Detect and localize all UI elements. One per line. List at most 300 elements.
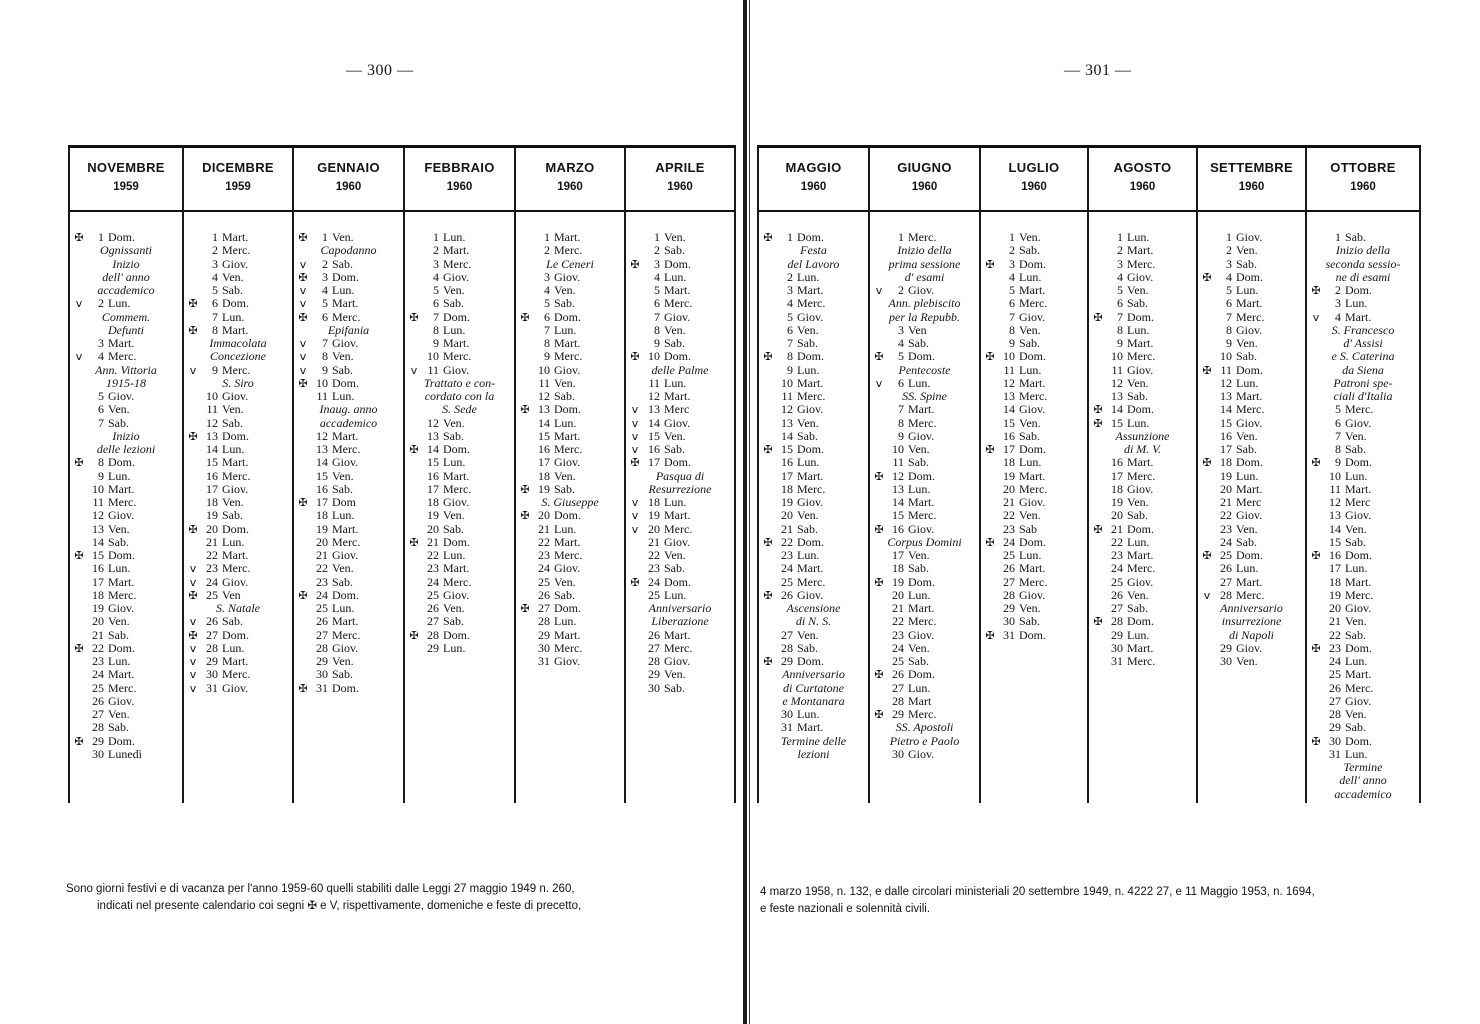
day-number: 11: [1003, 362, 1015, 377]
day-number: 9: [787, 362, 793, 377]
marker-slot: [1198, 244, 1216, 257]
month-column-gennaio: [292, 148, 403, 803]
day-number: 30: [206, 667, 218, 682]
day-note: Pentecoste: [898, 362, 951, 377]
day-weekday: Giov.: [222, 389, 249, 403]
day-weekday: Lun.: [664, 375, 687, 390]
day-note: di N. S.: [795, 614, 832, 629]
day-weekday: Giov.: [1019, 309, 1046, 324]
day-row: [981, 589, 1087, 602]
month-name: LUGLIO: [1008, 160, 1060, 175]
day-weekday: Ven: [222, 587, 241, 602]
feast-cross-icon: ✠: [188, 297, 198, 311]
day-weekday: Dom.: [797, 654, 824, 668]
day-number: 23: [206, 561, 218, 576]
month-year: 1960: [1350, 181, 1376, 193]
day-weekday: Mart.: [108, 667, 135, 682]
day-weekday: Ven.: [664, 667, 686, 682]
marker-slot: [870, 695, 888, 708]
day-row: [184, 523, 292, 536]
marker-slot: [184, 311, 202, 324]
marker-slot: [981, 297, 999, 310]
month-column-febbraio: [403, 148, 514, 803]
day-number: 13: [648, 402, 660, 417]
day-number: 19: [648, 508, 660, 523]
left-page-number: — 300 —: [346, 62, 414, 79]
day-number: 22: [648, 548, 660, 562]
day-weekday: Ven.: [1019, 322, 1041, 337]
day-row: [1198, 655, 1305, 668]
month-year: 1960: [557, 181, 583, 193]
day-weekday: Mart.: [797, 561, 824, 576]
marker-slot: [516, 430, 534, 443]
day-row: [516, 244, 624, 257]
day-number: 9: [322, 362, 328, 377]
marker-slot: [759, 642, 777, 655]
day-weekday: Mart: [908, 693, 932, 708]
marker-slot: [294, 576, 312, 589]
marker-slot: [405, 549, 423, 562]
day-weekday: Sab.: [1127, 601, 1148, 615]
marker-slot: [759, 576, 777, 589]
day-weekday: Ven.: [222, 495, 244, 509]
day-weekday: Lun.: [1236, 375, 1259, 390]
marker-slot: [1198, 536, 1216, 549]
day-row: [405, 483, 514, 496]
day-row: [184, 284, 292, 297]
marker-slot: [870, 443, 888, 456]
marker-slot: [1198, 258, 1216, 271]
month-days: [1089, 212, 1196, 668]
marker-slot: [981, 324, 999, 337]
day-number: 7: [98, 415, 104, 430]
day-number: 15: [1329, 534, 1341, 549]
day-weekday: Sab.: [797, 428, 818, 443]
day-weekday: Lun.: [1345, 468, 1368, 483]
day-number: 24: [648, 574, 660, 589]
day-number: 4: [212, 269, 218, 284]
marker-slot: [1307, 496, 1325, 509]
day-row: [759, 549, 868, 562]
feast-cross-icon: ✠: [763, 443, 773, 456]
day-number: 3: [1117, 256, 1123, 271]
day-row: [184, 589, 292, 602]
marker-slot: [1089, 284, 1107, 297]
day-weekday: Ven.: [1019, 415, 1041, 430]
marker-slot: [70, 417, 88, 430]
marker-slot: [759, 496, 777, 509]
day-number: 14: [427, 442, 439, 456]
day-row: [516, 350, 624, 363]
day-weekday: Mart.: [222, 654, 249, 668]
day-row: [405, 496, 514, 509]
day-row: [870, 483, 979, 496]
feast-cross-icon: ✠: [874, 575, 884, 589]
day-weekday: Dom.: [1236, 548, 1263, 562]
day-weekday: Merc.: [1127, 654, 1156, 668]
day-number: 30: [1220, 654, 1232, 668]
day-weekday: Dom.: [332, 587, 359, 602]
day-weekday: Mart.: [664, 508, 691, 523]
marker-slot: [184, 231, 202, 244]
day-row: [70, 403, 182, 416]
day-weekday: Dom.: [108, 640, 135, 655]
day-weekday: Mart.: [1345, 481, 1372, 496]
day-row: [1307, 443, 1419, 456]
day-number: 22: [538, 534, 550, 549]
day-number: 14: [781, 428, 793, 443]
day-weekday: Ven.: [1236, 521, 1258, 536]
day-number: 31: [1111, 654, 1123, 668]
day-weekday: Sab.: [908, 561, 929, 576]
day-number: 23: [316, 574, 328, 589]
marker-slot: [184, 271, 202, 284]
day-row: [294, 337, 403, 350]
marker-slot: [516, 470, 534, 483]
day-weekday: Ven.: [908, 442, 930, 456]
day-number: 22: [206, 548, 218, 562]
marker-slot: [1307, 708, 1325, 721]
day-weekday: Dom.: [1019, 534, 1046, 549]
month-name: OTTOBRE: [1330, 160, 1396, 175]
day-number: 17: [427, 481, 439, 496]
day-weekday: Merc.: [797, 296, 826, 311]
day-number: 7: [787, 336, 793, 350]
marker-slot: [981, 271, 999, 284]
day-row: [626, 562, 734, 575]
day-number: 24: [538, 561, 550, 576]
feast-cross-icon: ✠: [520, 482, 530, 496]
marker-slot: [1198, 576, 1216, 589]
day-weekday: Giov.: [332, 548, 359, 562]
day-number: 19: [1111, 495, 1123, 509]
marker-slot: [184, 417, 202, 430]
day-row: [184, 390, 292, 403]
feast-cross-icon: ✠: [188, 429, 198, 443]
day-number: 18: [1003, 455, 1015, 470]
day-weekday: Dom.: [443, 534, 470, 549]
day-row: [759, 403, 868, 416]
day-weekday: Mart.: [1127, 640, 1154, 655]
feast-cross-icon: ✠: [763, 350, 773, 364]
day-row: [70, 615, 182, 628]
feast-cross-icon: ✠: [74, 734, 84, 748]
day-row: [1307, 668, 1419, 681]
month-header: [184, 148, 292, 212]
day-number: 16: [206, 468, 218, 483]
marker-slot: [516, 655, 534, 668]
day-number: 26: [1329, 680, 1341, 695]
day-row: [184, 258, 292, 271]
day-number: 10: [1329, 468, 1341, 483]
day-row: [516, 642, 624, 655]
day-weekday: Mart.: [554, 336, 581, 350]
marker-slot: [1307, 523, 1325, 536]
day-row: [626, 668, 734, 681]
day-weekday: Mart.: [332, 428, 359, 443]
marker-slot: [1307, 470, 1325, 483]
day-weekday: Lun.: [1345, 296, 1368, 311]
day-number: 31: [1003, 627, 1015, 642]
day-note: Trattato e con-: [423, 375, 496, 390]
marker-slot: [1307, 576, 1325, 589]
day-row: [405, 430, 514, 443]
day-row: [1307, 311, 1419, 324]
marker-slot: [759, 271, 777, 284]
feast-cross-icon: ✠: [874, 668, 884, 682]
day-number: 28: [1111, 614, 1123, 629]
month-column-agosto: [1087, 148, 1196, 803]
day-number: 9: [1009, 336, 1015, 350]
day-number: 20: [648, 521, 660, 536]
day-weekday: Sab.: [797, 640, 818, 655]
day-row: [870, 642, 979, 655]
day-note: ne di esami: [1335, 269, 1391, 284]
day-row: [1307, 297, 1419, 310]
day-number: 9: [898, 428, 904, 443]
day-weekday: Dom.: [332, 680, 359, 695]
day-weekday: Sab.: [1345, 534, 1366, 549]
day-number: 30: [781, 707, 793, 721]
day-number: 22: [1003, 508, 1015, 523]
month-days: [1307, 212, 1419, 801]
day-weekday: Dom.: [554, 601, 581, 615]
marker-slot: [626, 271, 644, 284]
month-year: 1960: [446, 181, 473, 193]
marker-slot: [1307, 721, 1325, 734]
day-row: [70, 390, 182, 403]
feast-cross-icon: ✠: [985, 350, 995, 364]
marker-slot: [516, 350, 534, 363]
month-year: 1959: [225, 181, 251, 193]
day-row: [1198, 509, 1305, 522]
day-weekday: Sab.: [1019, 614, 1040, 629]
day-note: S. Sede: [442, 402, 477, 417]
feast-cross-icon: ✠: [1311, 641, 1321, 655]
marker-slot: [626, 311, 644, 324]
day-weekday: Sab.: [1345, 442, 1366, 456]
day-number: 10: [427, 349, 439, 364]
day-weekday: Dom.: [664, 349, 691, 364]
marker-slot: [1198, 509, 1216, 522]
marker-slot: [1198, 350, 1216, 363]
day-row: [516, 324, 624, 337]
vacation-marker: v: [75, 297, 83, 311]
day-row: [405, 364, 514, 377]
day-note: Ognissanti: [99, 243, 152, 258]
marker-slot: [70, 562, 88, 575]
day-number: 21: [781, 521, 793, 536]
feast-cross-icon: ✠: [74, 456, 84, 470]
day-row: [1307, 430, 1419, 443]
day-number: 10: [538, 362, 550, 377]
day-row: [1307, 284, 1419, 297]
day-weekday: Sab.: [664, 561, 685, 576]
day-row: [1089, 576, 1196, 589]
day-row: [1198, 364, 1305, 377]
day-note: S. Giuseppe: [541, 495, 599, 509]
day-note: Le Ceneri: [546, 256, 594, 271]
day-row: [1089, 324, 1196, 337]
day-weekday: Dom.: [332, 375, 359, 390]
day-row: [870, 655, 979, 668]
day-row: [70, 456, 182, 469]
marker-slot: [184, 509, 202, 522]
day-row: [1089, 456, 1196, 469]
day-number: 14: [892, 495, 904, 509]
marker-slot: [516, 615, 534, 628]
day-weekday: Sab.: [222, 614, 243, 629]
day-weekday: Sab.: [108, 720, 129, 735]
day-weekday: Sab.: [908, 654, 929, 668]
day-weekday: Merc.: [108, 349, 137, 364]
feast-cross-icon: ✠: [1202, 270, 1212, 284]
marker-slot: [516, 642, 534, 655]
day-note: d' Assisi: [1343, 336, 1383, 350]
day-weekday: Lun.: [1345, 746, 1368, 761]
day-number: 10: [648, 349, 660, 364]
month-name: GIUGNO: [897, 160, 952, 175]
day-weekday: Ven.: [908, 548, 930, 562]
day-weekday: Lun.: [1019, 362, 1042, 377]
month-name: SETTEMBRE: [1210, 160, 1293, 175]
day-number: 30: [1003, 614, 1015, 629]
day-row: [759, 523, 868, 536]
day-weekday: Giov.: [222, 680, 249, 695]
day-number: 30: [92, 746, 104, 761]
feast-cross-icon: ✠: [298, 588, 308, 602]
day-number: 9: [212, 362, 218, 377]
day-number: 1: [322, 230, 328, 244]
left-footnote-line-1: Sono giorni festivi e di vacanza per l'anno 1959-60 quelli stabiliti dalle Leggi 27 maggio 1949 n. 260,: [66, 883, 575, 895]
day-row: [759, 589, 868, 602]
day-weekday: Sab.: [222, 508, 243, 523]
day-row: [516, 456, 624, 469]
day-row: [405, 456, 514, 469]
day-row: [184, 324, 292, 337]
day-number: 18: [1329, 574, 1341, 589]
marker-slot: [1307, 443, 1325, 456]
day-number: 15: [892, 508, 904, 523]
feast-cross-icon: ✠: [985, 628, 995, 642]
day-number: 12: [1329, 495, 1341, 509]
marker-slot: [1089, 258, 1107, 271]
day-weekday: Lun.: [332, 601, 355, 615]
day-weekday: Mart.: [908, 402, 935, 417]
marker-slot: [1307, 430, 1325, 443]
day-row: [70, 668, 182, 681]
marker-slot: [516, 576, 534, 589]
right-footnote: [760, 884, 1315, 918]
day-row: [70, 509, 182, 522]
day-note: di M. V.: [1123, 442, 1162, 456]
day-number: 20: [538, 508, 550, 523]
day-weekday: Merc.: [554, 243, 583, 258]
marker-slot: [1198, 562, 1216, 575]
day-weekday: Merc.: [1127, 468, 1156, 483]
day-row: [516, 576, 624, 589]
day-number: 15: [92, 548, 104, 562]
day-row: [759, 470, 868, 483]
day-weekday: Dom.: [554, 402, 581, 417]
day-row: [70, 602, 182, 615]
day-number: 17: [1003, 442, 1015, 456]
marker-slot: [1307, 748, 1325, 761]
day-weekday: Dom.: [1345, 455, 1372, 470]
marker-slot: [759, 549, 777, 562]
day-number: 30: [892, 746, 904, 761]
day-number: 29: [648, 667, 660, 682]
day-number: 29: [538, 627, 550, 642]
feast-cross-icon: ✠: [874, 522, 884, 536]
marker-slot: [70, 682, 88, 695]
day-weekday: Lun.: [664, 587, 687, 602]
marker-slot: [870, 589, 888, 602]
marker-slot: [759, 403, 777, 416]
day-number: 8: [787, 349, 793, 364]
day-row: [626, 258, 734, 271]
marker-slot: [626, 589, 644, 602]
day-weekday: Lun.: [108, 654, 131, 668]
day-weekday: Dom.: [443, 442, 470, 456]
day-weekday: Giov.: [908, 746, 935, 761]
day-row: [870, 682, 979, 695]
day-number: 16: [1329, 548, 1341, 562]
day-row: [1089, 377, 1196, 390]
day-weekday: Sab.: [554, 389, 575, 403]
day-row: [626, 297, 734, 310]
day-weekday: Lun.: [443, 455, 466, 470]
day-row: [1089, 311, 1196, 324]
day-number: 19: [538, 481, 550, 496]
feast-cross-icon: ✠: [874, 708, 884, 721]
day-weekday: Lun.: [443, 640, 466, 655]
day-number: 2: [898, 283, 904, 297]
day-weekday: Giov.: [443, 269, 470, 284]
day-row: [1089, 496, 1196, 509]
day-weekday: Sab.: [664, 243, 685, 258]
day-row: [626, 284, 734, 297]
marker-slot: [981, 615, 999, 628]
day-number: 18: [427, 495, 439, 509]
month-header: [1307, 148, 1419, 212]
marker-slot: [870, 403, 888, 416]
day-number: 7: [1335, 428, 1341, 443]
feast-cross-icon: ✠: [74, 549, 84, 562]
day-note: 1915-18: [106, 375, 146, 390]
day-number: 25: [1329, 667, 1341, 682]
day-number: 2: [1117, 243, 1123, 258]
day-weekday: Giov.: [1345, 508, 1372, 523]
day-number: 22: [892, 614, 904, 629]
day-number: 30: [1329, 733, 1341, 748]
vacation-marker: v: [299, 284, 307, 297]
day-row: [759, 562, 868, 575]
marker-slot: [626, 562, 644, 575]
day-row: [1198, 258, 1305, 271]
month-year: 1960: [800, 181, 827, 193]
day-weekday: Sab.: [664, 336, 685, 350]
month-days: [870, 212, 979, 761]
day-weekday: Lun.: [443, 548, 466, 562]
vacation-marker: v: [189, 681, 197, 695]
marker-slot: [184, 390, 202, 403]
marker-slot: [870, 337, 888, 350]
feast-cross-icon: ✠: [188, 323, 198, 337]
marker-slot: [516, 390, 534, 403]
day-row: [70, 655, 182, 668]
day-row: [981, 244, 1087, 257]
